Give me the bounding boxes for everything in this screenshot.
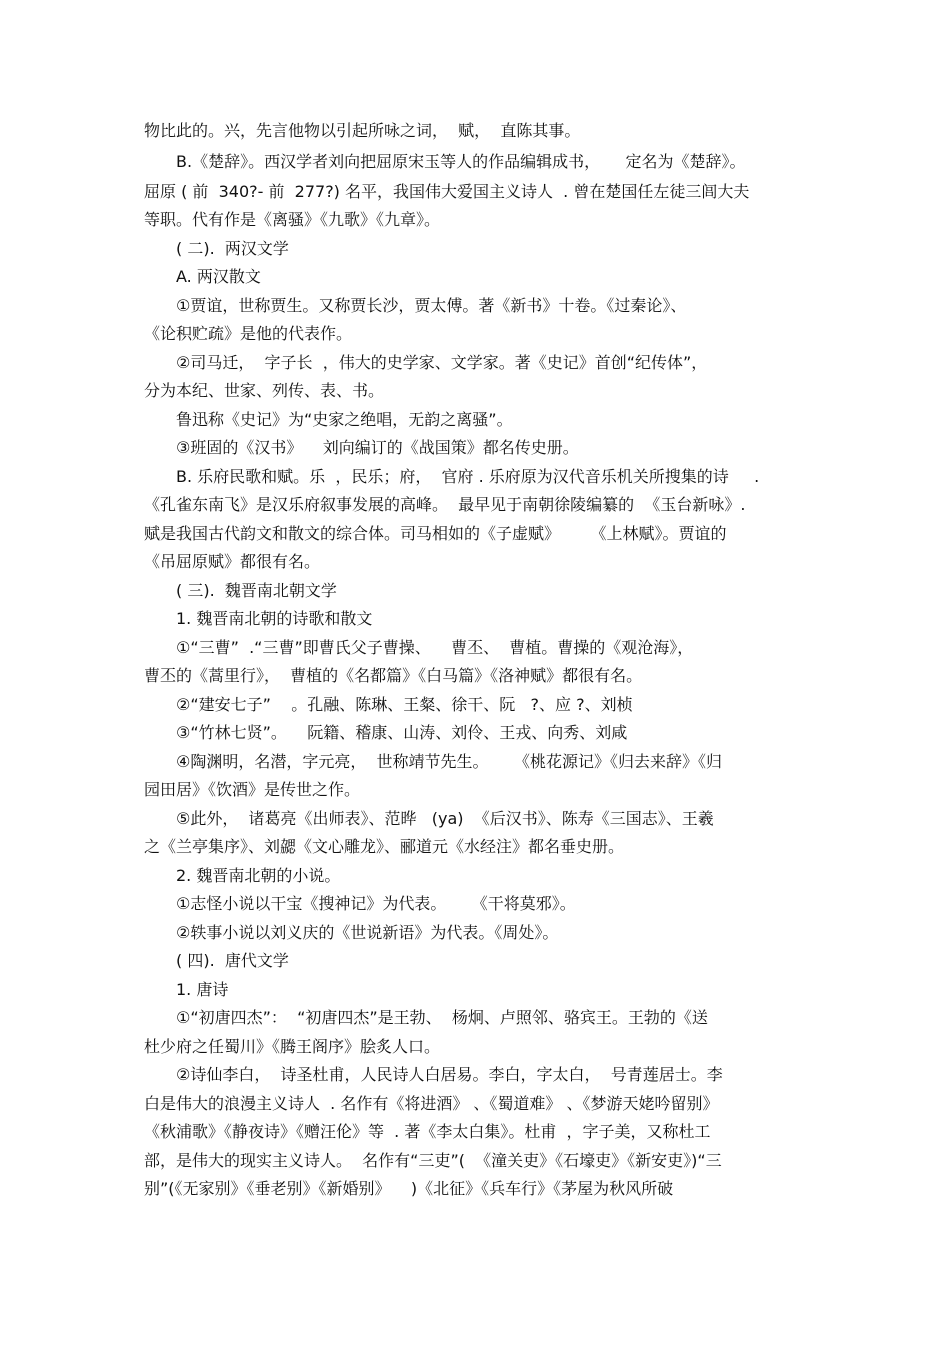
text-line: 赋是我国古代韵文和散文的综合体。司马相如的《子虚赋》 《上林赋》。贾谊的	[144, 524, 727, 543]
subsection-heading: A. 两汉散文	[176, 267, 261, 286]
text-line: ③“竹林七贤”。 阮籍、稽康、山涛、刘伶、王戎、向秀、刘咸	[176, 723, 628, 742]
text-line: ①贾谊，世称贾生。又称贾长沙，贾太傅。著《新书》十卷。《过秦论》、	[176, 296, 687, 315]
text-line: ③班固的《汉书》 刘向编订的《战国策》都名传史册。	[176, 438, 579, 457]
text-line: 《孔雀东南飞》是汉乐府叙事发展的高峰。 最早见于南朝徐陵编纂的 《玉台新咏》.	[144, 495, 746, 514]
subsection-heading: 1. 唐诗	[176, 980, 229, 999]
text-line: ②轶事小说以刘义庆的《世说新语》为代表。《周处》。	[176, 923, 559, 942]
text-line: 屈原 ( 前 340?- 前 277?) 名平，我国伟大爱国主义诗人 . 曾在楚国任左徒三闾大夫	[144, 182, 750, 201]
section-heading: ( 二). 两汉文学	[176, 239, 289, 258]
text-line: 园田居》《饮酒》是传世之作。	[144, 780, 361, 799]
text-line: 部，是伟大的现实主义诗人。 名作有“三吏”( 《潼关吏》《石壕吏》《新安吏》)“三	[144, 1151, 722, 1170]
text-line: 鲁迅称《史记》为“史家之绝唱，无韵之离骚”。	[176, 410, 513, 429]
text-line: ②“建安七子” 。孔融、陈琳、王粲、徐干、阮 ?、应 ?、刘桢	[176, 695, 633, 714]
text-line: 之《兰亭集序》、刘勰《文心雕龙》、郦道元《水经注》都名垂史册。	[144, 837, 625, 856]
text-line: 别”(《无家别》《垂老别》《新婚别》 )《北征》《兵车行》《茅屋为秋风所破	[144, 1179, 674, 1198]
text-line: 《秋浦歌》《静夜诗》《赠汪伦》等 . 著《李太白集》。杜甫 ，字子美，又称杜工	[144, 1122, 711, 1141]
text-line: 曹丕的《蒿里行》， 曹植的《名都篇》《白马篇》《洛神赋》都很有名。	[144, 666, 643, 685]
text-line: 分为本纪、世家、列传、表、书。	[144, 381, 385, 400]
subsection-heading: 1. 魏晋南北朝的诗歌和散文	[176, 609, 373, 628]
text-line: ⑤此外， 诸葛亮《出师表》、范晔 (ya) 《后汉书》、陈寿《三国志》、王羲	[176, 809, 714, 828]
text-line: B.《楚辞》。西汉学者刘向把屈原宋玉等人的作品编辑成书， 定名为《楚辞》。	[176, 152, 746, 171]
text-line: 等职。代有作是《离骚》《九歌》《九章》。	[144, 210, 441, 229]
text-line: ②司马迁， 字子长 ，伟大的史学家、文学家。著《史记》首创“纪传体”，	[176, 353, 708, 372]
text-line: ②诗仙李白， 诗圣杜甫，人民诗人白居易。李白，字太白， 号青莲居士。李	[176, 1065, 723, 1084]
text-line: 物比此的。兴，先言他物以引起所咏之词， 赋， 直陈其事。	[144, 121, 581, 140]
text-line: 《吊屈原赋》都很有名。	[144, 552, 321, 571]
subsection-heading: 2. 魏晋南北朝的小说。	[176, 866, 341, 885]
text-line: ①“三曹” .“三曹”即曹氏父子曹操、 曹丕、 曹植。曹操的《观沧海》，	[176, 638, 694, 657]
section-heading: ( 四). 唐代文学	[176, 951, 289, 970]
text-line: 《论积贮疏》是他的代表作。	[144, 324, 353, 343]
text-line: 杜少府之任蜀川》《腾王阁序》脍炙人口。	[144, 1037, 441, 1056]
text-line: ①志怪小说以干宝《搜神记》为代表。 《干将莫邪》。	[176, 894, 576, 913]
text-line: 白是伟大的浪漫主义诗人 . 名作有《将进酒》 、《蜀道难》 、《梦游天姥吟留别》	[144, 1094, 719, 1113]
section-heading: ( 三). 魏晋南北朝文学	[176, 581, 337, 600]
text-line: B. 乐府民歌和赋。乐 ，民乐；府， 官府 . 乐府原为汉代音乐机关所搜集的诗 .	[176, 467, 760, 486]
text-line: ①“初唐四杰”： “初唐四杰”是王勃、 杨炯、卢照邻、骆宾王。王勃的《送	[176, 1008, 708, 1027]
text-line: ④陶渊明，名潜，字元亮， 世称靖节先生。 《桃花源记》《归去来辞》《归	[176, 752, 722, 771]
